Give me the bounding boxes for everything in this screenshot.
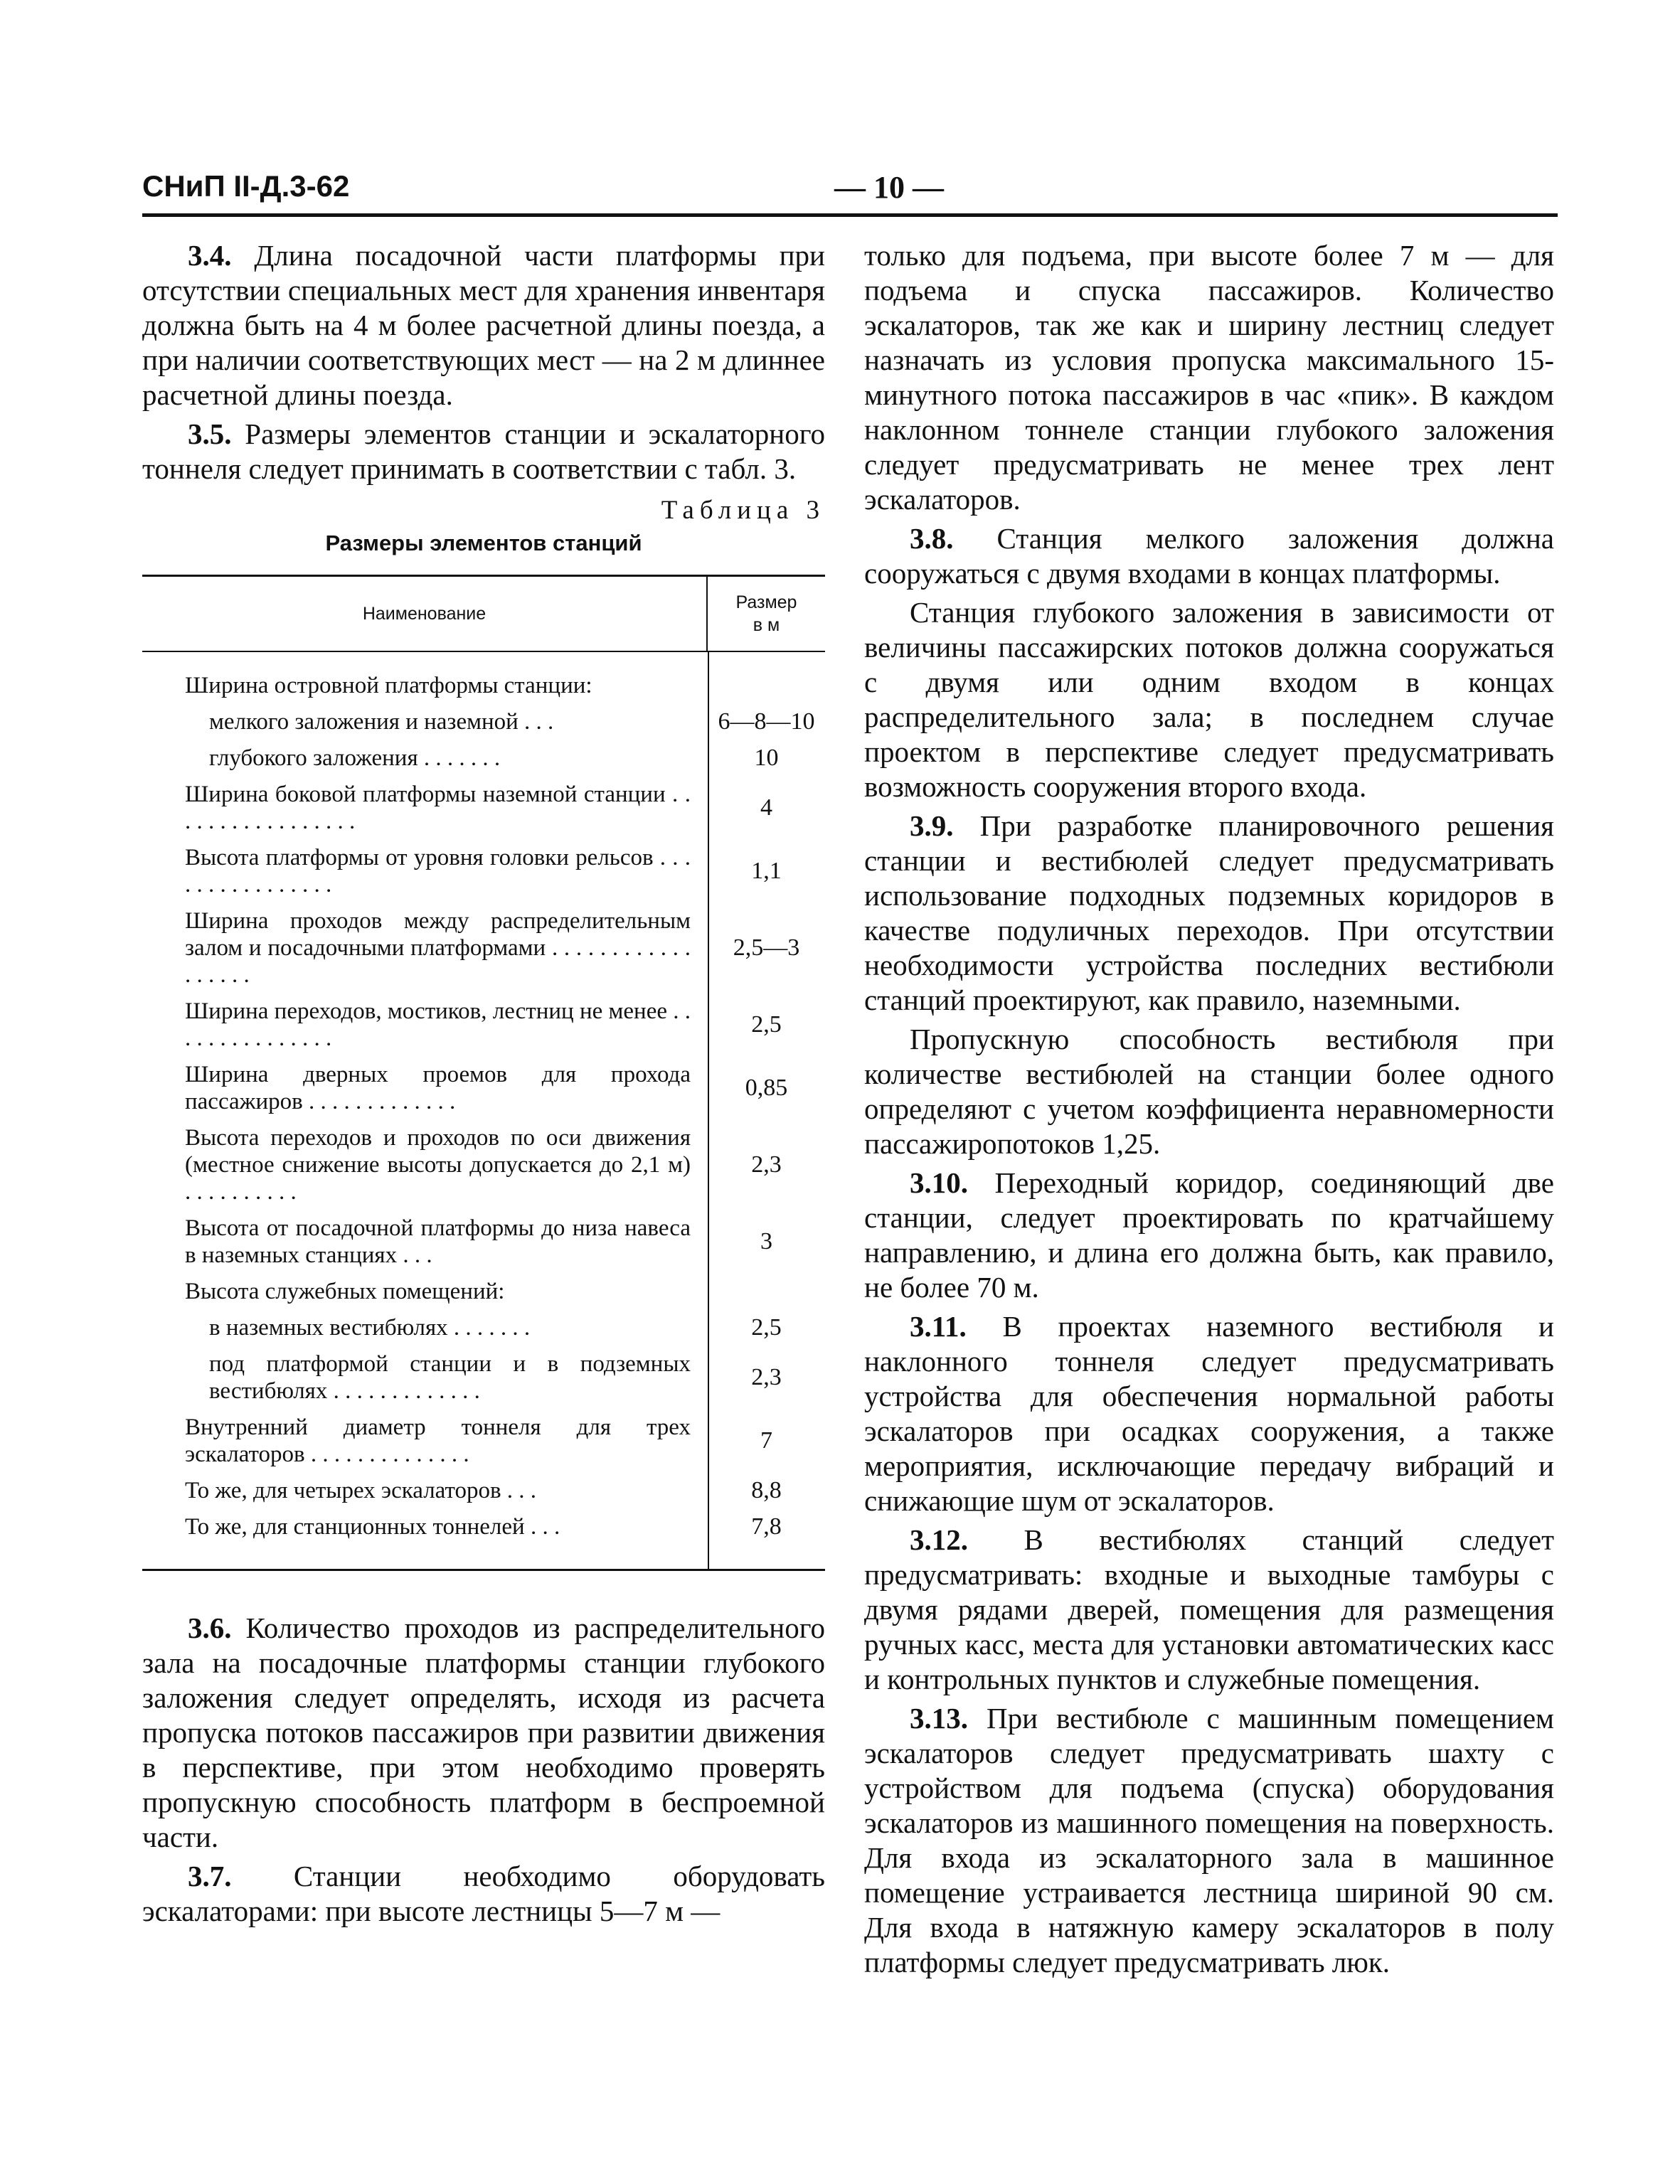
paragraph-3-9-capacity: Пропускную способность вестибюля при количестве вестибюлей на станции более одного определяют с учетом коэффициента неравномерности пассажиропотоков 1,25. bbox=[864, 1023, 1554, 1160]
paragraph-text: Размеры элементов станции и эскалаторного тоннеля следует принимать в соответствии с табл. 3. bbox=[142, 417, 825, 485]
paragraph-text: В проектах наземного вестибюля и наклонного тоннеля следует предусматривать устройства для обеспечения нормальной работы эскалаторов при осадках сооружения, а также мероприятия, исключающие передачу вибраций и снижающие шум от эскалаторов. bbox=[864, 1310, 1554, 1517]
paragraph-text: При разработке планировочного решения станции и вестибюлей следует предусматривать использование подходных подземных коридоров в качестве подуличных переходов. При отсутствии необходимости устройства последних вестибюли станций проектируют, как правило, наземными. bbox=[864, 809, 1555, 1016]
table-row bbox=[142, 745, 825, 772]
row-value: 2,3 bbox=[751, 1364, 782, 1390]
row-name: Ширина проходов между распределительным залом и посадочными платформами . . . . . . . . . . . . . . . . . . bbox=[185, 908, 691, 988]
paragraph-text: Станция мелкого заложения должна сооружаться с двумя входами в концах платформы. bbox=[864, 522, 1554, 590]
row-name: глубокого заложения . . . . . . . bbox=[209, 745, 501, 771]
paragraph-3-9 bbox=[864, 809, 1554, 1018]
paragraph-number: 3.5. bbox=[188, 417, 232, 450]
paragraph-number: 3.8. bbox=[910, 522, 954, 555]
paragraph-3-8 bbox=[864, 521, 1554, 591]
paragraph-3-11 bbox=[864, 1309, 1554, 1518]
paragraph-number: 3.13. bbox=[910, 1702, 968, 1735]
table-row bbox=[142, 1351, 825, 1405]
table-caption: Таблица 3 bbox=[661, 496, 825, 525]
table-row bbox=[142, 1314, 825, 1341]
paragraph-3-7 bbox=[142, 1859, 825, 1929]
row-name: Высота от посадочной платформы до низа навеса в наземных станциях . . . bbox=[185, 1215, 691, 1268]
row-value: 3 bbox=[760, 1228, 772, 1255]
table-row bbox=[142, 1061, 825, 1115]
paragraph-number: 3.10. bbox=[910, 1166, 968, 1199]
column-header-size-line1: Размер bbox=[735, 592, 797, 612]
row-name: Высота служебных помещений: bbox=[185, 1279, 505, 1304]
paragraph-number: 3.4. bbox=[188, 239, 232, 272]
paragraph-3-7-continued: только для подъема, при высоте более 7 м — для подъема и спуска пассажиров. Количество эскалаторов, так же как и ширину лестниц следует назначать из условия пропуска максимального 15-минутного потока пассажиров в час «пик». В каждом наклонном тоннеле станции глубокого заложения следует предусматривать не менее трех лент эскалаторов. bbox=[864, 239, 1554, 516]
row-value: 7 bbox=[760, 1427, 772, 1454]
row-name: Ширина островной платформы станции: bbox=[185, 673, 592, 698]
table-row bbox=[142, 1278, 825, 1305]
table-row bbox=[142, 781, 825, 835]
paragraph-number: 3.12. bbox=[910, 1523, 968, 1556]
page-header bbox=[142, 169, 1551, 212]
row-value: 2,5 bbox=[751, 1314, 782, 1341]
row-name: Ширина дверных проемов для прохода пассажиров . . . . . . . . . . . . . bbox=[185, 1062, 691, 1114]
paragraph-3-5 bbox=[142, 417, 825, 486]
table-row bbox=[142, 672, 825, 699]
row-name: Ширина переходов, мостиков, лестниц не менее . . . . . . . . . . . . . . . bbox=[185, 998, 691, 1051]
row-value: 6—8—10 bbox=[718, 708, 815, 735]
document-code: СНиП II-Д.3-62 bbox=[142, 169, 350, 203]
table-header bbox=[142, 577, 825, 652]
paragraph-text: Переходный коридор, соединяющий две станции, следует проектировать по кратчайшему направлению, и длина его должна быть, как правило, не более 70 м. bbox=[864, 1166, 1554, 1304]
dimensions-table bbox=[142, 575, 825, 1571]
row-value: 4 bbox=[760, 794, 772, 821]
table-row bbox=[142, 1477, 825, 1504]
paragraph-text: В вестибюлях станций следует предусматривать: входные и выходные тамбуры с двумя рядами дверей, помещения для размещения ручных касс, места для установки автоматических касс и контрольных пунктов и служебные помещения. bbox=[864, 1523, 1555, 1695]
row-value: 10 bbox=[754, 745, 779, 771]
paragraph-3-4 bbox=[142, 238, 825, 412]
row-value: 8,8 bbox=[751, 1477, 782, 1503]
paragraph-text: Станции необходимо оборудовать эскалаторами: при высоте лестницы 5—7 м — bbox=[142, 1860, 825, 1927]
row-value: 2,5—3 bbox=[733, 934, 800, 961]
table-row bbox=[142, 708, 825, 735]
paragraph-3-6 bbox=[142, 1611, 825, 1855]
table-row bbox=[142, 1513, 825, 1540]
header-rule bbox=[142, 213, 1558, 217]
paragraph-3-10 bbox=[864, 1166, 1554, 1305]
row-name: Высота платформы от уровня головки рельсов . . . . . . . . . . . . . . . . bbox=[185, 845, 691, 897]
table-row bbox=[142, 1124, 825, 1205]
table-row bbox=[142, 1414, 825, 1468]
row-value: 1,1 bbox=[751, 858, 782, 884]
column-header-name: Наименование bbox=[362, 603, 487, 624]
row-value: 7,8 bbox=[751, 1513, 782, 1540]
row-name: в наземных вестибюлях . . . . . . . bbox=[209, 1315, 531, 1341]
row-name: Ширина боковой платформы наземной станции . . . . . . . . . . . . . . . . . bbox=[185, 782, 691, 834]
paragraph-number: 3.11. bbox=[910, 1310, 967, 1343]
row-name: Высота переходов и проходов по оси движения (местное снижение высоты допускается до 2,1 м) . . . . . . . . . . bbox=[185, 1125, 691, 1205]
row-name: То же, для станционных тоннелей . . . bbox=[185, 1514, 560, 1540]
right-column bbox=[864, 238, 1554, 1984]
row-value: 2,3 bbox=[751, 1151, 782, 1178]
table-title: Размеры элементов станций bbox=[325, 531, 642, 555]
row-name: мелкого заложения и наземной . . . bbox=[209, 709, 554, 735]
column-header-size-line2: в м bbox=[753, 615, 780, 635]
paragraph-number: 3.9. bbox=[910, 809, 954, 842]
column-header-size bbox=[706, 577, 825, 651]
paragraph-text: Количество проходов из распределительного зала на посадочные платформы станции глубокого заложения следует определять, исходя из расчета пропуска потоков пассажиров при развитии движения в перспективе, при этом необходимо проверять пропускную способность платформ в беспроемной части. bbox=[142, 1612, 825, 1853]
paragraph-number: 3.6. bbox=[188, 1612, 232, 1644]
table-row bbox=[142, 998, 825, 1052]
left-column bbox=[142, 238, 825, 1933]
paragraph-text: Длина посадочной части платформы при отсутствии специальных мест для хранения инвентаря должна быть на 4 м более расчетной длины поезда, а при наличии соответствующих мест — на 2 м длиннее расчетной длины поезда. bbox=[142, 239, 826, 411]
table-row bbox=[142, 1215, 825, 1269]
paragraph-number: 3.7. bbox=[188, 1860, 232, 1892]
table-row bbox=[142, 844, 825, 898]
row-name: под платформой станции и в подземных вестибюлях . . . . . . . . . . . . . bbox=[209, 1351, 691, 1404]
page-number: — 10 — bbox=[834, 170, 944, 205]
row-name: То же, для четырех эскалаторов . . . bbox=[185, 1478, 537, 1503]
paragraph-3-8-deep-station: Станция глубокого заложения в зависимости от величины пассажирских потоков должна сооружаться с двумя или одним входом в концах распределительного зала; в последнем случае проектом в перспективе следует предусматривать возможность сооружения второго входа. bbox=[864, 596, 1554, 803]
table-row bbox=[142, 907, 825, 989]
paragraph-text: При вестибюле с машинным помещением эскалаторов следует предусматривать шахту с устройством для подъема (спуска) оборудования эскалаторов из машинного помещения на поверхность. Для входа из эскалаторного зала в машинное помещение устраивается лестница шириной 90 см. Для входа в натяжную камеру эскалаторов в полу платформы следует предусматривать люк. bbox=[864, 1702, 1555, 1978]
row-name: Внутренний диаметр тоннеля для трех эскалаторов . . . . . . . . . . . . . . bbox=[185, 1415, 691, 1467]
paragraph-3-13 bbox=[864, 1701, 1554, 1980]
row-value: 0,85 bbox=[745, 1075, 788, 1101]
table-body bbox=[142, 652, 825, 1569]
paragraph-3-12 bbox=[864, 1523, 1554, 1697]
row-value: 2,5 bbox=[751, 1011, 782, 1038]
